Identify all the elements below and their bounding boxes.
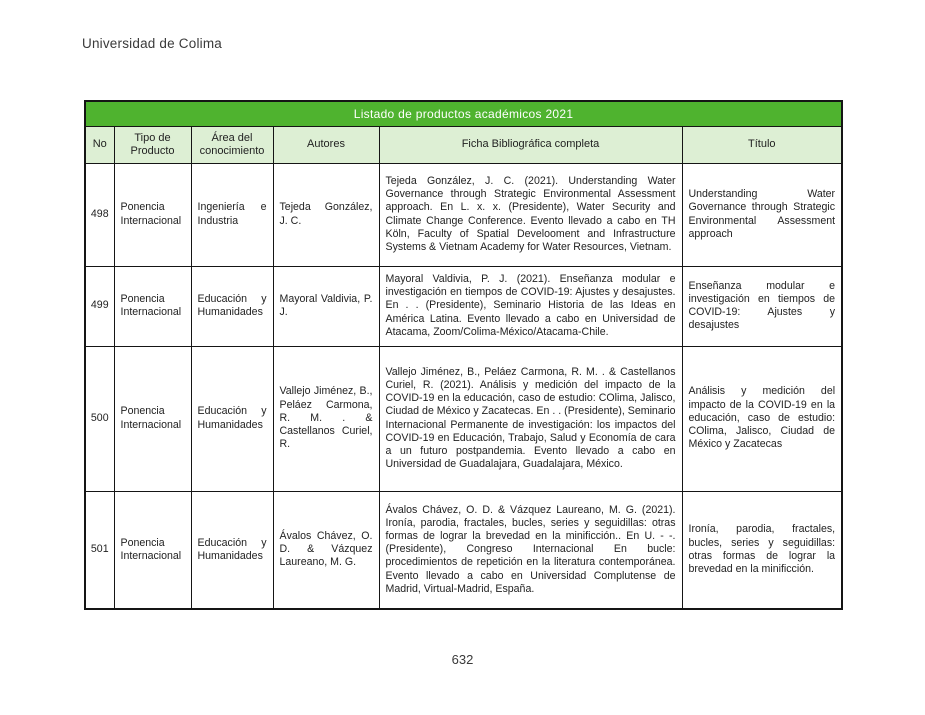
table-row (85, 346, 842, 491)
cell-tipo: Ponencia Internacional (114, 491, 191, 609)
table-row (85, 491, 842, 609)
cell-tipo: Ponencia Internacional (114, 266, 191, 346)
cell-autores: Tejeda González, J. C. (273, 163, 379, 266)
cell-ficha: Mayoral Valdivia, P. J. (2021). Enseñanza modular e investigación en tiempos de COVID-19: Ajustes y desajustes. En . . (Presidente), Seminario Historia de las Ideas en América Latina. Evento llevado a cabo en Universidad de Atacama, Zoom/Colima-México/Atacama-Chile. (379, 266, 682, 346)
academic-products-table (84, 100, 843, 610)
column-header-ficha: Ficha Bibliográfica completa (379, 126, 682, 163)
column-header-area: Área del conocimiento (191, 126, 273, 163)
table-row (85, 163, 842, 266)
institution-header: Universidad de Colima (82, 36, 223, 51)
cell-tipo: Ponencia Internacional (114, 346, 191, 491)
cell-ficha: Ávalos Chávez, O. D. & Vázquez Laureano, M. G. (2021). Ironía, parodia, fractales, bucles, series y seguidillas: otras formas de lograr la brevedad en la minificción.. En U. - -. (Presidente), Congreso Internacional En bucle: procedimientos de repetición en la literatura contemporánea. Evento llevado a cabo en Universidad Complutense de Madrid, Virtual-Madrid, España. (379, 491, 682, 609)
page-number: 632 (451, 652, 474, 667)
cell-area: Educación y Humanidades (191, 491, 273, 609)
cell-no: 498 (85, 163, 114, 266)
cell-no: 499 (85, 266, 114, 346)
cell-titulo: Ironía, parodia, fractales, bucles, series y seguidillas: otras formas de lograr la brevedad en la minificción. (682, 491, 842, 609)
table-row (85, 266, 842, 346)
cell-no: 500 (85, 346, 114, 491)
table-title-row (85, 101, 842, 126)
cell-autores: Ávalos Chávez, O. D. & Vázquez Laureano, M. G. (273, 491, 379, 609)
cell-no: 501 (85, 491, 114, 609)
cell-area: Ingeniería e Industria (191, 163, 273, 266)
cell-autores: Mayoral Valdivia, P. J. (273, 266, 379, 346)
table-title: Listado de productos académicos 2021 (85, 101, 842, 126)
table-header-row (85, 126, 842, 163)
column-header-autores: Autores (273, 126, 379, 163)
cell-ficha: Tejeda González, J. C. (2021). Understanding Water Governance through Strategic Environmental Assessment approach. En L. x. x. (Presidente), Water Security and Climate Change Conference. Evento llevado a cabo en TH Köln, Faculty of Spatial Develooment and Infrastructure Systems & Vietnam Academy for Water Resources, Vietnam. (379, 163, 682, 266)
cell-area: Educación y Humanidades (191, 266, 273, 346)
column-header-tipo: Tipo de Producto (114, 126, 191, 163)
table-body (85, 163, 842, 609)
cell-titulo: Understanding Water Governance through Strategic Environmental Assessment approach (682, 163, 842, 266)
column-header-titulo: Título (682, 126, 842, 163)
cell-titulo: Análisis y medición del impacto de la COVID-19 en la educación, caso de estudio: COlima, Jalisco, Ciudad de México y Zacatecas (682, 346, 842, 491)
cell-ficha: Vallejo Jiménez, B., Peláez Carmona, R. M. . & Castellanos Curiel, R. (2021). Análisis y medición del impacto de la COVID-19 en la educación, caso de estudio: COlima, Jalisco, Ciudad de México y Zacatecas. En . . (Presidente), Seminario Internacional Permanente de investigación: los impactos del COVID-19 en Educación, Trabajo, Salud y Economía de cara a un futuro postpandemia. Evento llevado a cabo en Universidad de Guadalajara, Guadalajara, México. (379, 346, 682, 491)
cell-tipo: Ponencia Internacional (114, 163, 191, 266)
column-header-no: No (85, 126, 114, 163)
cell-titulo: Enseñanza modular e investigación en tiempos de COVID-19: Ajustes y desajustes (682, 266, 842, 346)
cell-area: Educación y Humanidades (191, 346, 273, 491)
cell-autores: Vallejo Jiménez, B., Peláez Carmona, R. M. . & Castellanos Curiel, R. (273, 346, 379, 491)
